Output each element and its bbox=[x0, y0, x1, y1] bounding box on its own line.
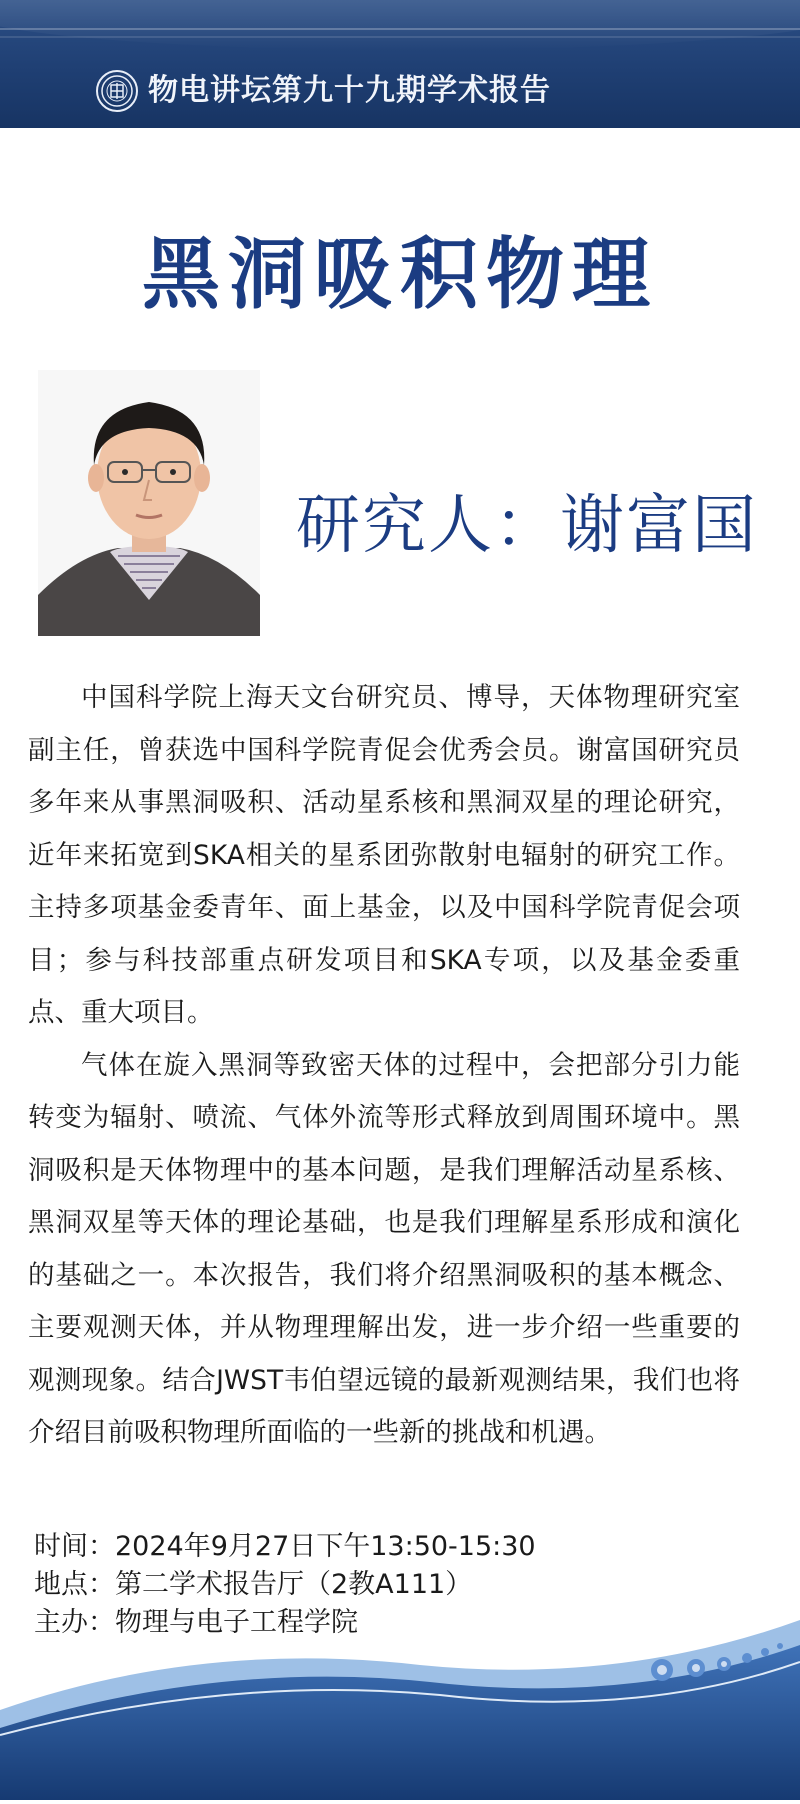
event-place: 地点：第二学术报告厅（2教A111） bbox=[34, 1569, 473, 1600]
speaker-name: 研究人：谢富国 bbox=[296, 489, 758, 563]
event-host: 主办：物理与电子工程学院 bbox=[34, 1607, 358, 1638]
header-stripe bbox=[0, 28, 800, 30]
header-stripe bbox=[0, 36, 800, 38]
speaker-portrait-photo bbox=[38, 370, 260, 636]
event-time: 时间：2024年9月27日下午13:50-15:30 bbox=[34, 1531, 536, 1562]
bio-section bbox=[28, 672, 740, 1460]
page-title: 黑洞吸积物理 bbox=[141, 230, 658, 320]
bio-paragraph: 中国科学院上海天文台研究员、博导，天体物理研究室副主任，曾获选中国科学院青促会优秀会员。谢富国研究员多年来从事黑洞吸积、活动星系核和黑洞双星的理论研究，近年来拓宽到SKA相关的星系团弥散射电辐射的研究工作。主持多项基金委青年、面上基金，以及中国科学院青促会项目；参与科技部重点研发项目和SKA专项，以及基金委重点、重大项目。 bbox=[28, 682, 740, 1028]
header-banner bbox=[0, 0, 800, 128]
footer-wave bbox=[0, 1560, 800, 1800]
abstract-paragraph: 气体在旋入黑洞等致密天体的过程中，会把部分引力能转变为辐射、喷流、气体外流等形式释放到周围环境中。黑洞吸积是天体物理中的基本问题，是我们理解活动星系核、黑洞双星等天体的理论基础，也是我们理解星系形成和演化的基础之一。本次报告，我们将介绍黑洞吸积的基本概念、主要观测天体，并从物理理解出发，进一步介绍一些重要的观测现象。结合JWST韦伯望远镜的最新观测结果，我们也将介绍目前吸积物理所面临的一些新的挑战和机遇。 bbox=[28, 1049, 740, 1448]
header-glow bbox=[0, 0, 800, 50]
university-seal-icon bbox=[96, 70, 138, 112]
header-title: 物电讲坛第九十九期学术报告 bbox=[148, 73, 551, 108]
